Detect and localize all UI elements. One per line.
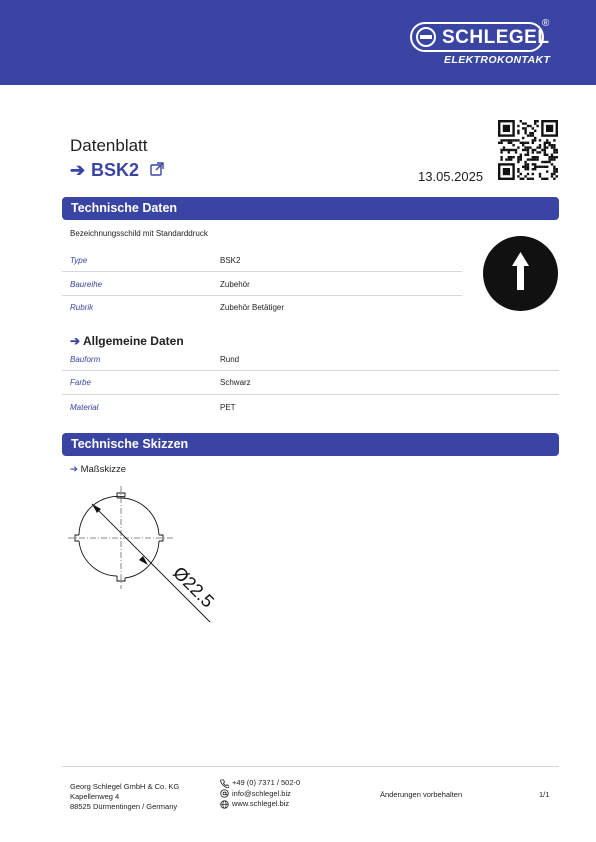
phone-icon [220, 779, 229, 788]
product-image [483, 236, 558, 311]
dimension-label: Ø22.5 [169, 562, 218, 612]
subsection-general-data [70, 334, 184, 348]
footer-contact [220, 778, 300, 810]
label-baureihe: Baureihe [70, 280, 103, 289]
label-farbe: Farbe [70, 378, 91, 387]
document-date: 13.05.2025 [418, 169, 484, 184]
label-type: Type [70, 256, 88, 265]
email-address[interactable]: info@schlegel.biz [232, 788, 291, 798]
product-code: BSK2 [91, 160, 140, 180]
value-farbe: Schwarz [220, 378, 251, 387]
value-bauform: Rund [220, 355, 240, 364]
label-rubrik: Rubrik [70, 303, 94, 312]
footer-address [70, 782, 179, 812]
logo-text: SCHLEGEL [442, 27, 550, 48]
web-line [220, 799, 300, 810]
company-name: Georg Schlegel GmbH & Co. KG [70, 782, 180, 791]
qr-code [498, 120, 558, 180]
subsection-title: Allgemeine Daten [82, 334, 184, 348]
section-bar-technical-sketches: Technische Skizzen [62, 433, 559, 456]
arrow-right-icon: ➔ [70, 464, 78, 475]
divider [62, 271, 462, 272]
product-heading [70, 160, 139, 181]
product-description: Bezeichnungsschild mit Standarddruck [70, 229, 208, 238]
label-bauform: Bauform [70, 355, 101, 364]
value-rubrik: Zubehör Betätiger [220, 303, 285, 312]
value-material: PET [220, 403, 236, 412]
external-link-icon[interactable] [150, 162, 164, 176]
footer-note: Änderungen vorbehalten [380, 790, 463, 799]
arrow-right-icon: ➔ [70, 334, 81, 348]
logo-emblem-icon [416, 27, 436, 47]
city: 88525 Dürmentingen / Germany [70, 802, 178, 811]
page-number: 1/1 [539, 790, 550, 799]
value-type: BSK2 [220, 256, 241, 265]
divider [62, 295, 462, 296]
label-material: Material [70, 403, 99, 412]
website[interactable]: www.schlegel.biz [232, 799, 290, 809]
divider [62, 370, 559, 371]
logo-tagline: ELEKTROKONTAKT [444, 54, 551, 66]
footer-divider [62, 766, 559, 767]
logo-registered-mark: ® [542, 18, 550, 29]
page-header [0, 0, 596, 85]
arrow-up-icon [483, 236, 558, 311]
email-icon [220, 789, 229, 798]
email-line [220, 789, 300, 800]
dimension-drawing [62, 486, 232, 626]
phone-line [220, 778, 300, 789]
section-bar-technical-data: Technische Daten [62, 197, 559, 220]
schlegel-logo [410, 20, 552, 66]
dimension-sketch-title: Maßskizze [80, 464, 127, 475]
divider [62, 394, 559, 395]
globe-icon [220, 800, 229, 809]
street: Kapellenweg 4 [70, 792, 120, 801]
logo-badge [410, 22, 550, 52]
arrow-right-icon: ➔ [70, 160, 86, 180]
phone-number[interactable]: +49 (0) 7371 / 502-0 [232, 778, 301, 788]
document-title: Datenblatt [70, 136, 148, 155]
dimension-sketch-heading [70, 464, 126, 475]
value-baureihe: Zubehör [220, 280, 250, 289]
